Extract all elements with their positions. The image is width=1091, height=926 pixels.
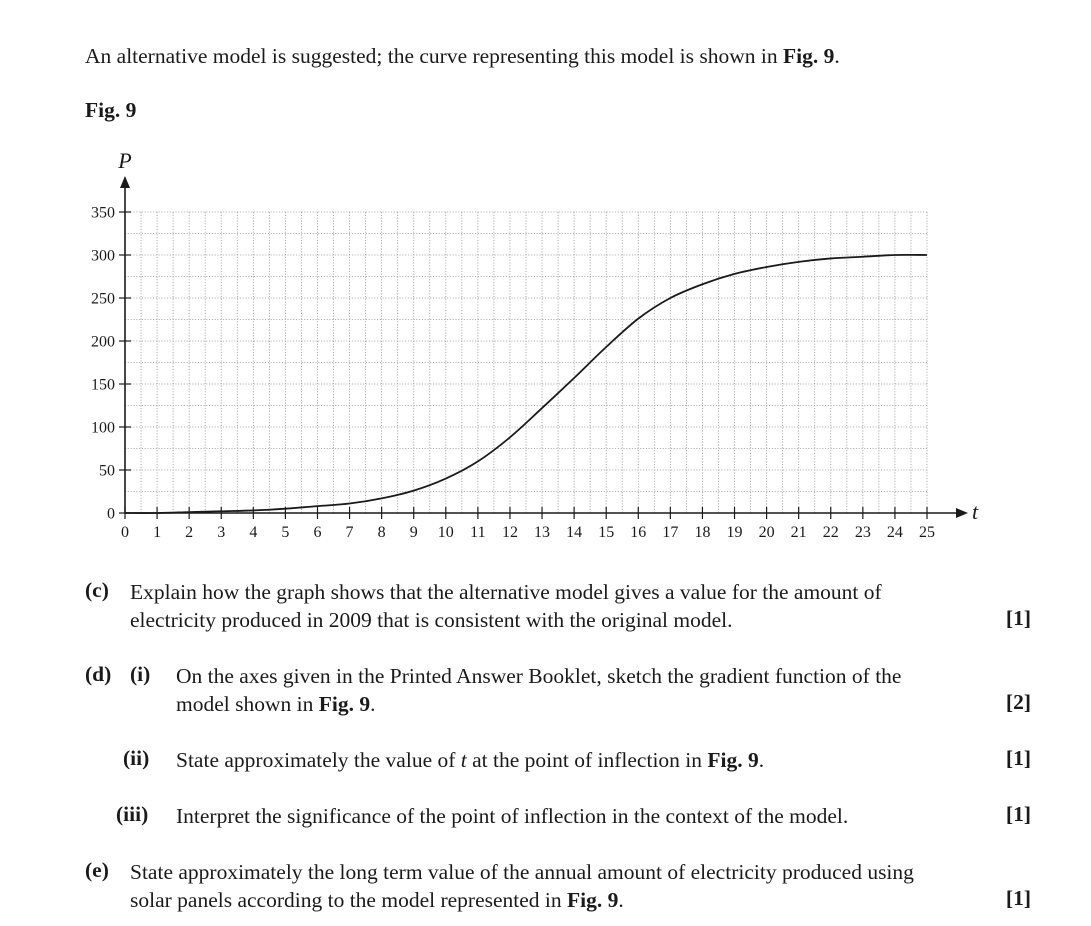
x-tick-label: 16: [630, 524, 647, 541]
x-tick-label: 4: [249, 524, 258, 541]
y-tick-label: 100: [91, 419, 115, 437]
x-tick-label: 3: [217, 524, 226, 541]
question-d-i-line2-text: model shown in: [176, 692, 319, 716]
x-tick-label: 25: [919, 524, 935, 541]
y-axis-arrow-icon: [120, 176, 130, 188]
chart-grid: [125, 212, 927, 513]
question-d-ii-part1: State approximately the value of: [176, 748, 461, 772]
y-tick-label: 150: [91, 376, 115, 394]
question-d-ii-end: .: [758, 748, 765, 772]
question-d-ii-text: [176, 746, 764, 774]
question-d-i-line2-end: .: [370, 692, 376, 716]
question-d-iii-text: Interpret the significance of the point of inflection in the context of the model.: [176, 804, 849, 828]
question-d-i-fig-ref: Fig. 9: [318, 692, 371, 716]
question-c-label: (c): [85, 578, 109, 602]
figure-label: Fig. 9: [85, 98, 137, 122]
question-e-line2: [130, 886, 624, 914]
y-tick-label: 0: [107, 505, 115, 523]
y-tick-label: 50: [99, 462, 115, 480]
x-tick-label: 23: [854, 524, 871, 541]
x-tick-label: 13: [534, 524, 551, 541]
intro-end: .: [834, 44, 840, 68]
y-tick-label: 200: [91, 333, 115, 351]
x-tick-label: 6: [313, 524, 322, 541]
x-axis-arrow-icon: [956, 508, 968, 518]
x-tick-label: 14: [566, 524, 583, 541]
intro-text: An alternative model is suggested; the curve representing this model is shown in: [85, 44, 784, 68]
x-tick-label: 12: [501, 524, 518, 541]
question-c-line2: electricity produced in 2009 that is consistent with the original model.: [130, 608, 733, 632]
x-tick-label: 9: [409, 524, 418, 541]
question-d-ii-marks: [1]: [1005, 746, 1031, 770]
question-e-line2-end: .: [618, 888, 624, 912]
x-tick-label: 1: [153, 524, 162, 541]
intro-fig-ref: Fig. 9: [783, 44, 835, 68]
question-d-ii-label: (ii): [123, 746, 150, 770]
question-e-line2-text: solar panels according to the model represented in: [130, 888, 568, 912]
question-d-i-line2: [176, 690, 375, 718]
x-tick-label: 11: [470, 524, 486, 541]
question-e-marks: [1]: [1005, 886, 1031, 910]
question-e-label: (e): [85, 858, 109, 882]
question-e-fig-ref: Fig. 9: [567, 888, 619, 912]
x-tick-label: 7: [345, 524, 354, 541]
x-tick-label: 19: [726, 524, 743, 541]
x-tick-label: 2: [185, 524, 194, 541]
y-tick-label: 350: [91, 204, 115, 222]
question-c-marks: [1]: [1005, 606, 1031, 630]
question-d-iii-label: (iii): [116, 802, 149, 826]
y-axis-label: P: [118, 148, 132, 173]
question-d-i-line1: On the axes given in the Printed Answer Booklet, sketch the gradient function of the: [176, 664, 902, 688]
x-tick-label: 20: [758, 524, 775, 541]
y-tick-label: 250: [91, 290, 115, 308]
fig9-chart: [0, 140, 1000, 550]
x-tick-label: 5: [281, 524, 290, 541]
x-tick-label: 18: [694, 524, 711, 541]
x-tick-label: 8: [377, 524, 386, 541]
question-d-i-label: (i): [130, 662, 151, 686]
x-tick-label: 22: [822, 524, 839, 541]
x-tick-label: 10: [437, 524, 454, 541]
x-tick-label: 17: [662, 524, 679, 541]
question-d-label: (d): [85, 662, 112, 686]
x-axis-label: t: [972, 499, 979, 524]
question-d-iii-marks: [1]: [1005, 802, 1031, 826]
question-c-line1: Explain how the graph shows that the alternative model gives a value for the amount of: [130, 580, 882, 604]
question-d-ii-part2: at the point of inflection in: [466, 748, 708, 772]
question-d-i-marks: [2]: [1005, 690, 1031, 714]
y-tick-label: 300: [91, 247, 115, 265]
question-d-ii-var: t: [460, 748, 467, 772]
chart-axes: [120, 176, 968, 518]
question-e-line1: State approximately the long term value of the annual amount of electricity produced using: [130, 860, 914, 884]
x-tick-label: 15: [598, 524, 615, 541]
x-tick-label: 0: [121, 524, 129, 541]
question-d-ii-fig-ref: Fig. 9: [707, 748, 759, 772]
x-tick-label: 21: [790, 524, 807, 541]
intro-sentence: [85, 42, 840, 70]
x-tick-label: 24: [886, 524, 903, 541]
